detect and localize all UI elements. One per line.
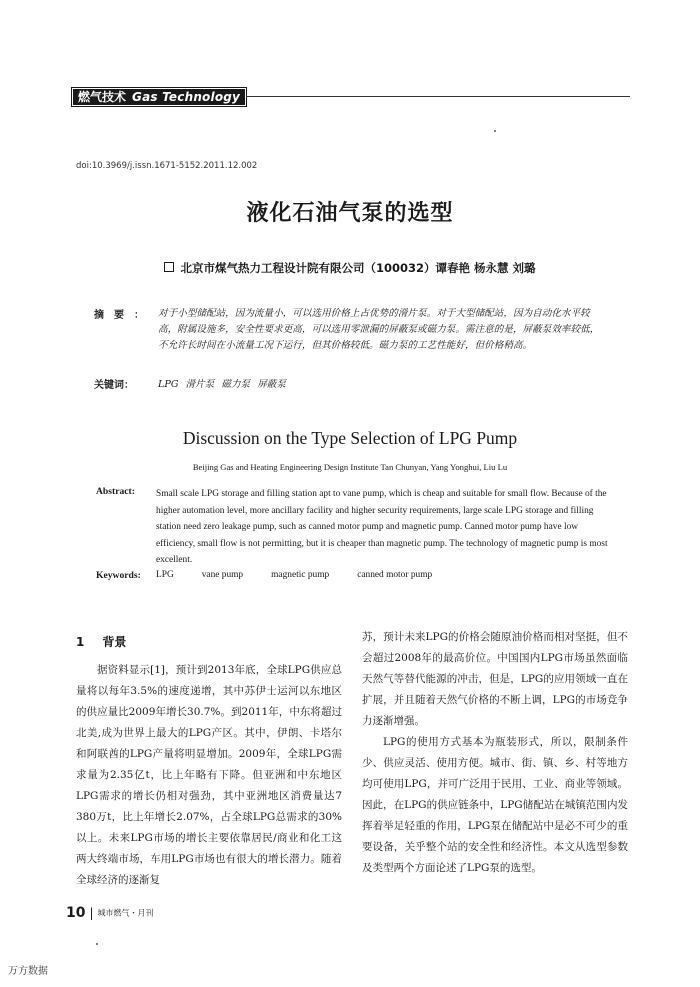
keywords-cn-label: 关键词： <box>94 380 134 391</box>
keywords-cn-text: LPG 滑片泵 磁力泵 屏蔽泵 <box>158 379 286 390</box>
footer-separator: | <box>89 906 94 920</box>
authors-cn-text: 北京市煤气热力工程设计院有限公司（100032）谭春艳 杨永慧 刘璐 <box>180 261 536 275</box>
authors-cn <box>0 260 700 276</box>
keywords-en-label: Keywords: <box>96 570 141 581</box>
body-paragraph: 据资料显示[1]，预计到2013年底，全球LPG供应总量将以每年3.5%的速度递增，其中苏伊士运河以东地区的供应量比2009年增长30.7%。到2011年，中东将超过北美,成为世界上最大的LPG产区。其中，伊朗、卡塔尔和阿联酋的LPG产量将明显增加。2009年，全球LPG需求量为2.35亿t，比上年略有下降。但亚洲和中东地区LPG需求的增长仍相对强劲，其中亚洲地区消费量达7 380万t，比上年增长2.07%，占全球LPG总需求的30%以上。未来LPG市场的增长主要依靠居民/商业和化工这两大终端市场，车用LPG市场也有很大的增长潜力。随着全球经济的逐渐复 <box>76 664 342 886</box>
abstract-en-label: Abstract: <box>96 486 135 497</box>
section-title: 背景 <box>102 635 127 649</box>
keyword-en: LPG <box>156 570 174 580</box>
column-title-cn: 燃气技术 <box>78 90 127 104</box>
magazine-name: 城市燃气・月刊 <box>97 908 154 918</box>
abstract-cn-text: 对于小型储配站，因为流量小，可以选用价格上占优势的滑片泵。对于大型储配站，因为自动化水平较高，附属设施多，安全性要求更高，可以选用零泄漏的屏蔽泵或磁力泵。需注意的是，屏蔽泵效率较低，不允许长时间在小流量工况下运行，但其价格较低。磁力泵的工艺性能好，但价格稍高。 <box>158 308 600 351</box>
keyword-en: vane pump <box>201 570 244 580</box>
section-number: 1 <box>76 635 85 649</box>
header-rule <box>246 96 630 97</box>
body-paragraph: 苏，预计未来LPG的价格会随原油价格而相对坚挺，但不会超过2008年的最高价位。中国国内LPG市场虽然面临天然气等替代能源的冲击，但是，LPG的应用领域一直在扩展，并且随着天然气价格的不断上调，LPG的市场竞争力逐渐增强。 <box>362 631 628 727</box>
body-column-left <box>76 660 342 891</box>
keyword-en: canned motor pump <box>357 570 433 580</box>
section-heading <box>76 633 126 650</box>
title-en: Discussion on the Type Selection of LPG Pump <box>182 428 518 448</box>
keyword-en: magnetic pump <box>271 570 330 580</box>
square-bullet-icon <box>164 262 174 272</box>
column-banner <box>72 88 246 106</box>
scan-speck <box>96 943 98 945</box>
body-column-right <box>362 627 628 879</box>
body-paragraph: LPG的使用方式基本为瓶装形式，所以，限制条件少、供应灵活、使用方便。城市、街、镇、乡、村等地方均可使用LPG，并可广泛用于民用、工业、商业等领域。因此，在LPG的供应链条中，LPG储配站在城镇范围内发挥着举足轻重的作用，LPG泵在储配站中是必不可少的重要设备，关乎整个站的安全性和经济性。本文从选型参数及类型两个方面论述了LPG泵的选型。 <box>362 736 628 874</box>
abstract-en-text: Small scale LPG storage and filling station apt to vane pump, which is cheap and suitable for small flow. Because of the higher automation level, more ancillary facility and higher security requirements, large scale LPG storage and filling station need zero leakage pump, such as canned motor pump and magnetic pump. Canned motor pump have low efficiency, small flow is not permitting, but it is cheaper than magnetic pump. The technology of magnetic pump is most excellent. <box>156 489 608 565</box>
keywords-en-list <box>156 570 460 580</box>
column-title-en: Gas Technology <box>132 90 241 104</box>
scan-speck <box>494 130 496 132</box>
watermark: 万方数据 <box>8 966 48 977</box>
affiliation-en: Beijing Gas and Heating Engineering Design Institute Tan Chunyan, Yang Yonghui, Liu Lu <box>192 462 508 472</box>
page-footer <box>66 905 154 921</box>
title-cn: 液化石油气泵的选型 <box>246 200 454 226</box>
page-number: 10 <box>66 905 86 921</box>
doi: doi:10.3969/j.issn.1671-5152.2011.12.002 <box>76 161 258 171</box>
abstract-cn-label: 摘要： <box>94 310 154 321</box>
